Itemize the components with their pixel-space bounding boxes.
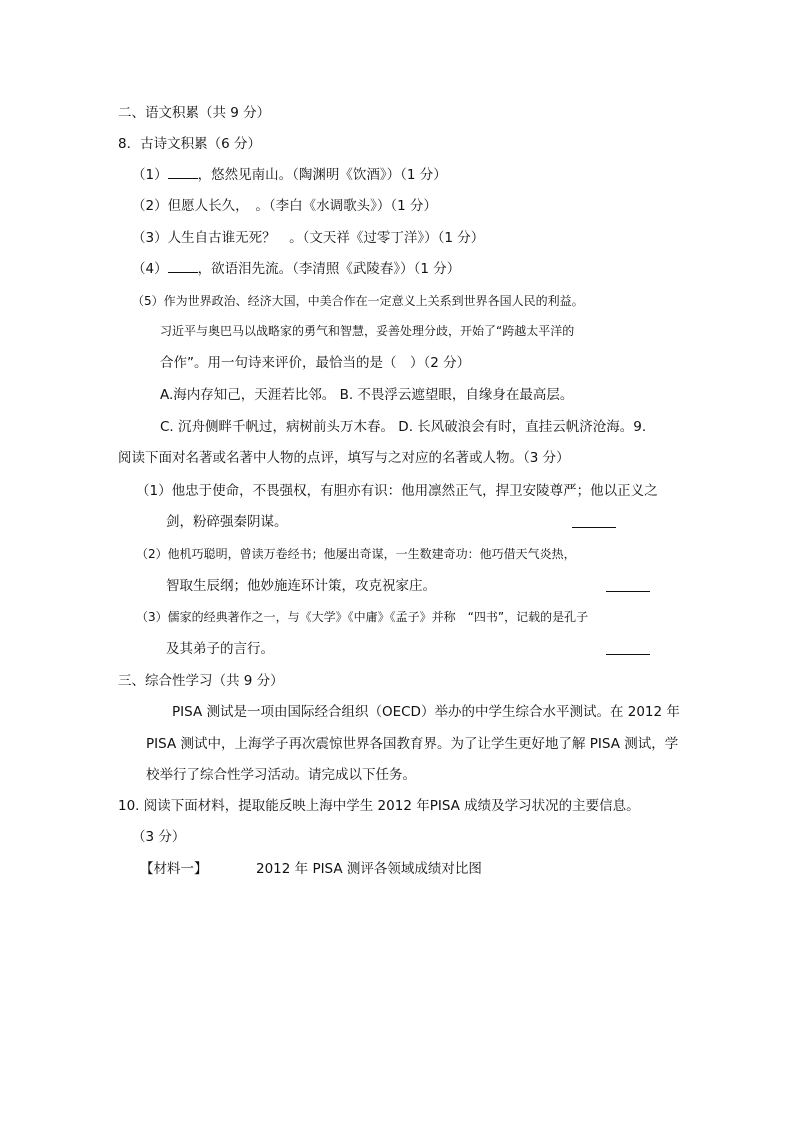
- q8-item-5-options-ab: A.海内存知己，天涯若比邻。 B. 不畏浮云遮望眼，自缘身在最高层。: [160, 387, 574, 403]
- q9-item-3-line1: （3）儒家的经典著作之一，与《大学》《中庸》《孟子》并称 “四书”，记载的是孔子: [136, 610, 589, 624]
- section2-heading: 二、语文积累（共 9 分）: [118, 105, 271, 121]
- q8-item-1: [132, 166, 447, 184]
- q8-item-4-num: （4）: [132, 261, 168, 277]
- q8-item-4-blank[interactable]: [168, 260, 198, 273]
- q8-item-5-line3: 合作”。用一句诗来评价，最恰当的是（ ）（2 分）: [160, 355, 471, 371]
- section3-intro-line3: 校举行了综合性学习活动。请完成以下任务。: [146, 767, 416, 783]
- section3-intro-line2: PISA 测试中，上海学子再次震惊世界各国教育界。为了让学生更好地了解 PISA 测试，学: [146, 736, 679, 752]
- q9-item-3-line2: 及其弟子的言行。: [166, 641, 274, 657]
- q9-intro: 阅读下面对名著或名著中人物的点评，填写与之对应的名著或人物。（3 分）: [118, 450, 570, 466]
- section3-heading: 三、综合性学习（共 9 分）: [118, 673, 284, 689]
- material-one-label: 【材料一】: [140, 861, 208, 877]
- q8-item-2: （2）但愿人长久， 。（李白《水调歌头》）（1 分）: [132, 198, 437, 214]
- q8-item-5-line2: 习近平与奥巴马以战略家的勇气和智慧，妥善处理分歧，开始了“跨越太平洋的: [160, 324, 575, 338]
- q9-item-2-line1: （2）他机巧聪明，曾读万卷经书；他屡出奇谋，一生数建奇功：他巧借天气炎热，: [136, 547, 576, 561]
- q8-item-1-blank[interactable]: [168, 166, 198, 179]
- q9-item-1-answer-blank[interactable]: [572, 526, 616, 528]
- section3-intro-line1: PISA 测试是一项由国际经合组织（OECD）举办的中学生综合水平测试。在 2012 年: [172, 704, 680, 720]
- q8-item-3: （3）人生自古谁无死？ 。（文天祥《过零丁洋》）（1 分）: [132, 230, 485, 246]
- q9-item-2-answer-blank[interactable]: [606, 590, 650, 592]
- material-one-title: 2012 年 PISA 测评各领域成绩对比图: [256, 861, 482, 877]
- q8-item-4: [132, 260, 460, 278]
- q9-item-3-answer-blank[interactable]: [606, 653, 650, 655]
- q10-line2: （3 分）: [132, 829, 186, 845]
- q8-title: 8．古诗文积累（6 分）: [118, 136, 261, 152]
- q8-item-1-num: （1）: [132, 167, 168, 183]
- q9-item-2-line2: 智取生辰纲；他妙施连环计策，攻克祝家庄。: [166, 578, 436, 594]
- q9-item-1-line1: （1）他忠于使命，不畏强权，有胆亦有识：他用凛然正气，捍卫安陵尊严；他以正义之: [136, 483, 658, 499]
- q8-item-5-options-cd: C. 沉舟侧畔千帆过，病树前头万木春。 D. 长风破浪会有时，直挂云帆济沧海。9.: [160, 419, 647, 435]
- q9-item-1-line2: 剑，粉碎强秦阴谋。: [166, 514, 288, 530]
- q8-item-5-line1: （5）作为世界政治、经济大国，中美合作在一定意义上关系到世界各国人民的利益。: [132, 294, 584, 308]
- q8-item-1-text: ，悠然见南山。（陶渊明《饮酒》）（1 分）: [197, 167, 447, 183]
- q8-item-4-text: ，欲语泪先流。（李清照《武陵春》）（1 分）: [197, 261, 461, 277]
- q10-line1: 10. 阅读下面材料，提取能反映上海中学生 2012 年PISA 成绩及学习状况的主要信息。: [118, 798, 640, 814]
